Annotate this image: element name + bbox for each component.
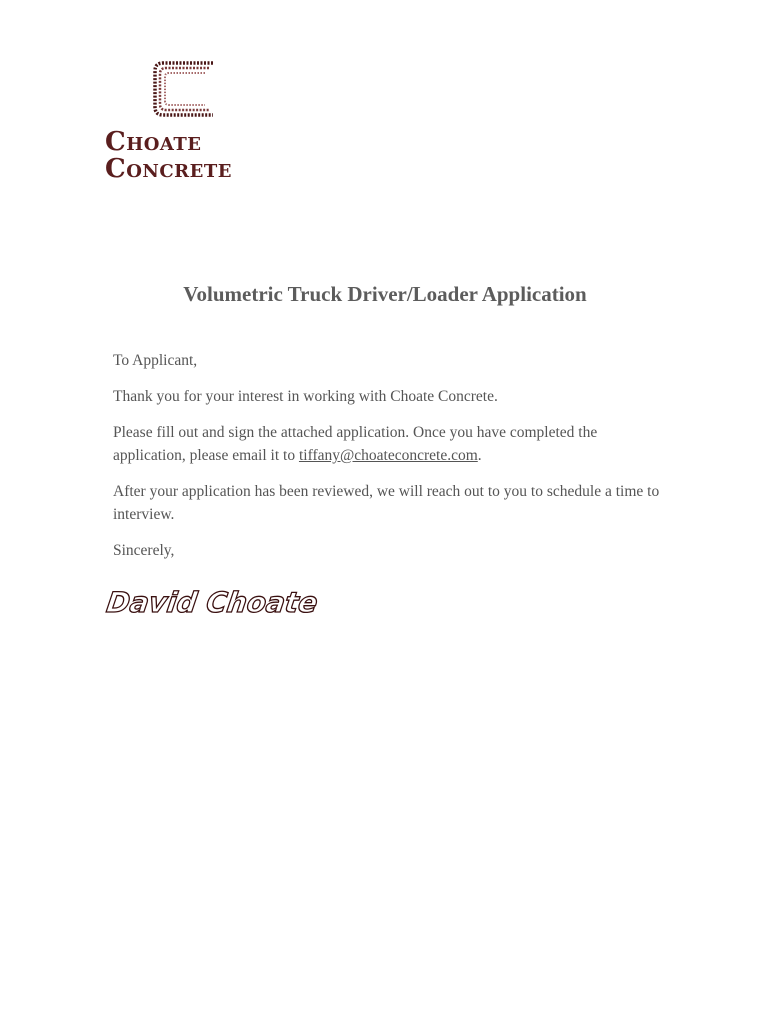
- signature-text: David Choate: [104, 586, 320, 619]
- letter-instructions: [113, 421, 673, 467]
- page-title: Volumetric Truck Driver/Loader Application: [183, 282, 587, 306]
- signature-image: [104, 580, 320, 624]
- letter-greeting: To Applicant,: [113, 352, 198, 369]
- logo-wordmark: [105, 129, 270, 183]
- signature: [104, 580, 320, 624]
- choate-c-mark-icon: [105, 55, 270, 125]
- letter-thanks: Thank you for your interest in working with Choate Concrete.: [113, 388, 498, 405]
- email-link[interactable]: tiffany@choateconcrete.com: [298, 447, 478, 464]
- logo-line-2: Concrete: [105, 154, 232, 184]
- instructions-suffix: .: [477, 447, 482, 464]
- company-logo: [105, 55, 270, 187]
- instructions-text: Please fill out and sign the attached application. Once you have completed the application, please email it to: [113, 424, 598, 464]
- logo-line-1: Choate: [105, 127, 202, 157]
- letter-followup: After your application has been reviewed, we will reach out to you to schedule a time to interview.: [113, 483, 660, 523]
- letter-closing: Sincerely,: [113, 542, 175, 559]
